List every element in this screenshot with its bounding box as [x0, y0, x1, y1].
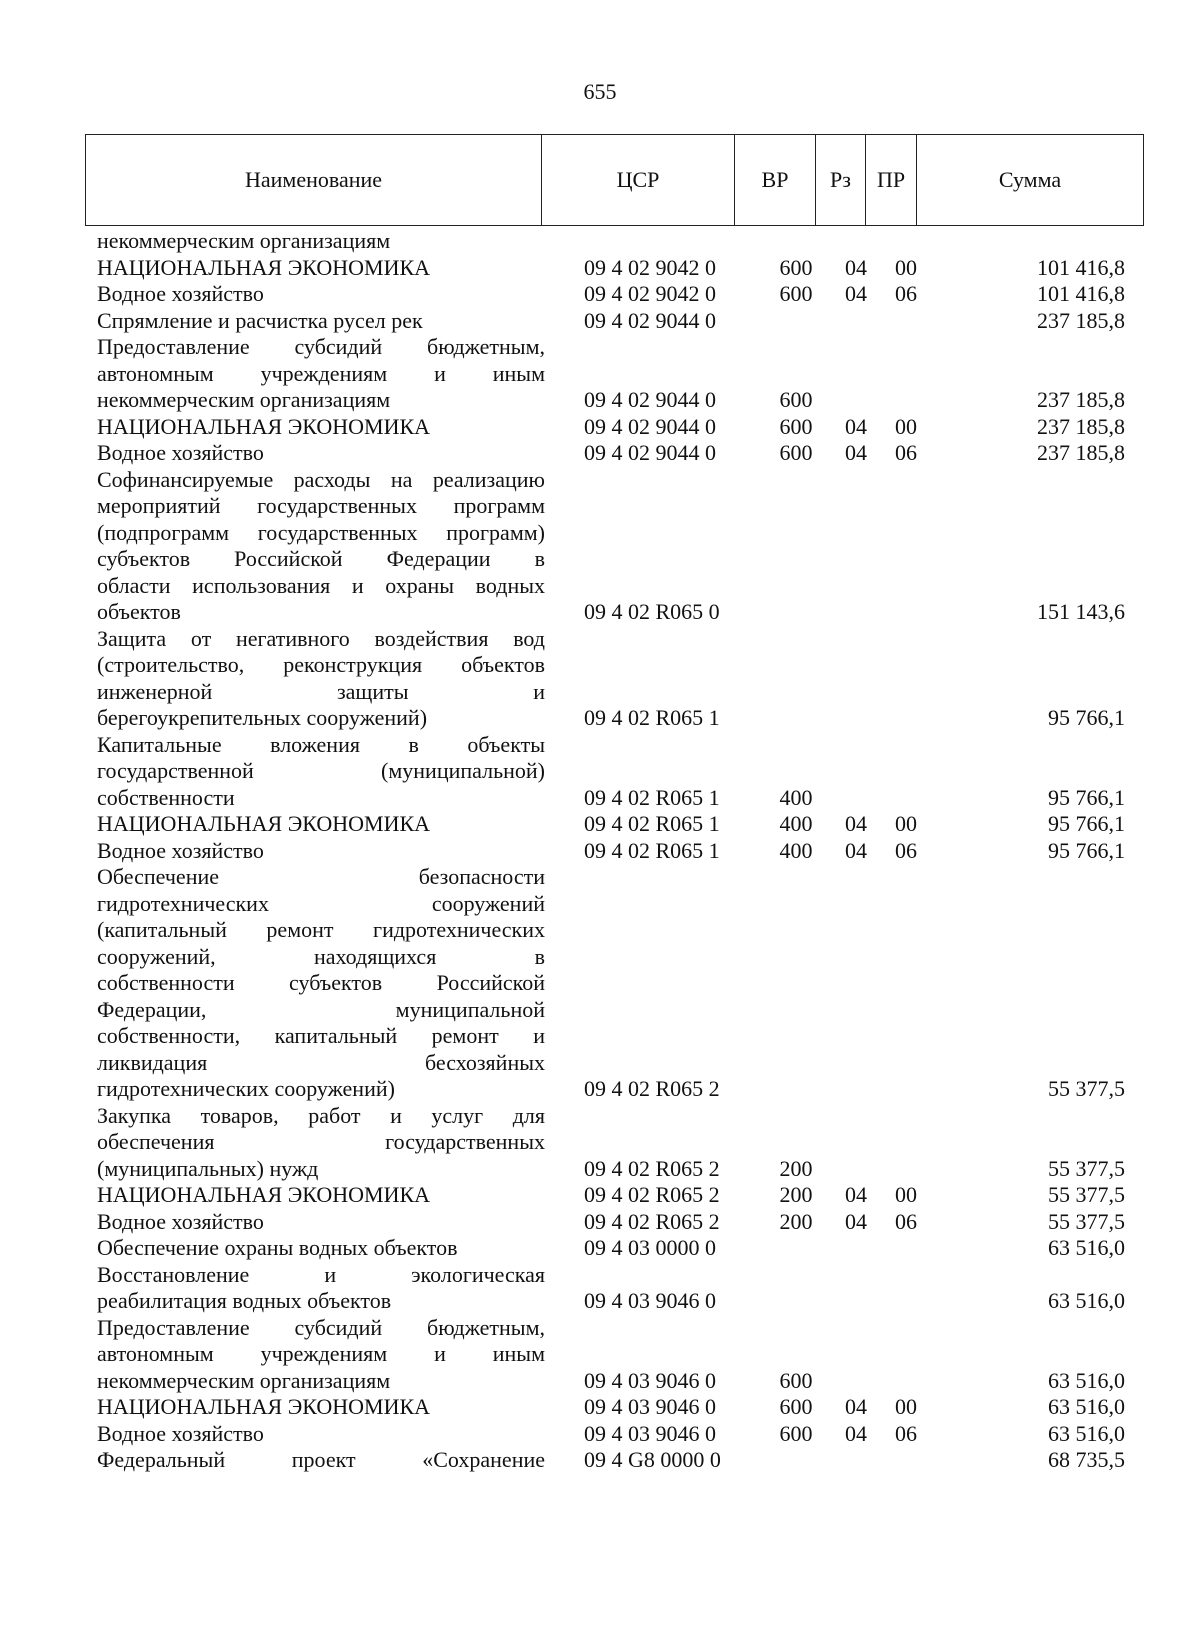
row-rz: 04: [845, 1182, 867, 1207]
table-row: [0, 308, 1200, 335]
row-pr: [886, 308, 926, 335]
table-row: [0, 626, 1200, 732]
row-name-line: Водное хозяйство: [97, 440, 264, 465]
table-row: [0, 440, 1200, 467]
row-vr: 400: [779, 784, 813, 810]
row-name: [97, 440, 545, 467]
row-rz: [836, 705, 876, 732]
row-pr: [886, 1235, 926, 1262]
row-csr: 09 4 02 9044 0: [584, 387, 716, 412]
row-rz: 04: [845, 254, 867, 280]
row-pr: 00: [895, 1394, 917, 1419]
row-rz: [836, 228, 876, 255]
table-row: [0, 1182, 1200, 1209]
row-sum: 95 766,1: [1048, 811, 1125, 836]
row-name-line: Предоставление субсидий бюджетным,: [97, 1314, 545, 1340]
row-name-line: Защита от негативного воздействия вод: [97, 625, 545, 651]
row-name-line: собственности субъектов Российской: [97, 970, 545, 995]
row-name-line: автономным учреждениям и иным: [97, 360, 545, 386]
row-rz: [836, 1447, 876, 1474]
row-vr: 600: [779, 1420, 813, 1446]
row-sum: 55 377,5: [1048, 1155, 1125, 1181]
row-name-line: берегоукрепительных сооружений): [97, 705, 428, 730]
row-rz: 04: [845, 1208, 867, 1234]
row-pr: 06: [895, 1420, 917, 1446]
row-name: [97, 811, 545, 838]
row-name-line: НАЦИОНАЛЬНАЯ ЭКОНОМИКА: [97, 1182, 431, 1207]
row-name: [97, 1447, 545, 1474]
row-name-line: НАЦИОНАЛЬНАЯ ЭКОНОМИКА: [97, 811, 431, 836]
row-vr: [771, 1076, 821, 1103]
row-sum: 63 516,0: [1048, 1420, 1125, 1446]
row-vr: 200: [779, 1208, 813, 1234]
row-name-line: Восстановление и экологическая: [97, 1261, 545, 1287]
row-rz: [836, 599, 876, 626]
table-row: [0, 1262, 1200, 1315]
row-vr: [771, 308, 821, 335]
row-sum: 95 766,1: [1048, 784, 1125, 810]
row-name-line: Водное хозяйство: [97, 281, 264, 306]
row-name-line: Софинансируемые расходы на реализацию: [97, 466, 545, 492]
table-row: [0, 1447, 1200, 1474]
row-vr: 400: [779, 811, 813, 836]
page-number: 655: [583, 79, 617, 104]
row-rz: [836, 1235, 876, 1262]
row-name: [97, 255, 545, 282]
row-name-line: обеспечения государственных: [97, 1129, 545, 1154]
row-sum: 95 766,1: [1048, 837, 1125, 863]
header-name: Наименование: [86, 135, 542, 226]
row-rz: 04: [845, 811, 867, 836]
row-vr: 400: [779, 837, 813, 863]
row-name-line: Обеспечение безопасности: [97, 864, 545, 889]
row-name-line: (муниципальных) нужд: [97, 1155, 319, 1181]
row-pr: [886, 599, 926, 626]
table-row: [0, 1421, 1200, 1448]
table-row: [0, 255, 1200, 282]
row-csr: 09 4 02 R065 1: [584, 837, 720, 863]
row-name-line: Водное хозяйство: [97, 1208, 264, 1234]
row-csr: 09 4 02 R065 2: [584, 1076, 720, 1101]
row-rz: 04: [845, 1420, 867, 1446]
row-vr: 600: [779, 281, 813, 306]
table-row: [0, 732, 1200, 812]
table-row: [0, 334, 1200, 414]
row-sum: 63 516,0: [1048, 1288, 1125, 1313]
row-sum: 63 516,0: [1048, 1394, 1125, 1419]
table-row: [0, 228, 1200, 255]
row-sum: 55 377,5: [1048, 1208, 1125, 1234]
row-sum: 151 143,6: [1037, 599, 1125, 624]
row-csr: 09 4 02 R065 1: [584, 705, 720, 730]
row-name-line: (капитальный ремонт гидротехнических: [97, 917, 545, 942]
table-row: [0, 1209, 1200, 1236]
row-csr: 09 4 02 R065 1: [584, 811, 720, 836]
row-name: [97, 228, 545, 255]
row-rz: [836, 785, 876, 812]
row-csr: 09 4 03 9046 0: [584, 1394, 716, 1419]
row-vr: [771, 1447, 821, 1474]
row-name-line: гидротехнических сооружений: [97, 890, 545, 916]
row-name: [97, 1421, 545, 1448]
row-sum: 63 516,0: [1048, 1235, 1125, 1260]
row-pr: [886, 1368, 926, 1395]
row-rz: [836, 1076, 876, 1103]
table-row: [0, 1235, 1200, 1262]
row-pr: 06: [895, 281, 917, 306]
table-row: [0, 1394, 1200, 1421]
row-name-line: государственной (муниципальной): [97, 758, 545, 783]
table-body: [0, 228, 1200, 1474]
row-rz: 04: [845, 1394, 867, 1419]
row-rz: [836, 1288, 876, 1315]
row-pr: [886, 1447, 926, 1474]
row-rz: [836, 308, 876, 335]
row-name-line: инженерной защиты и: [97, 678, 545, 704]
row-csr: 09 4 02 9042 0: [584, 281, 716, 306]
row-pr: [886, 1156, 926, 1183]
row-name: [97, 414, 545, 441]
row-name: [97, 1209, 545, 1236]
row-sum: 101 416,8: [1037, 281, 1125, 306]
row-rz: 04: [845, 281, 867, 306]
row-name: [97, 308, 545, 335]
row-pr: [886, 1076, 926, 1103]
row-sum: 237 185,8: [1037, 413, 1125, 439]
row-name-line: объектов: [97, 599, 181, 624]
row-name-line: некоммерческим организациям: [97, 387, 391, 412]
row-vr: 200: [779, 1182, 813, 1207]
row-name-line: собственности: [97, 784, 235, 810]
row-pr: [886, 228, 926, 255]
row-rz: 04: [845, 440, 867, 465]
row-sum: 101 416,8: [1037, 254, 1125, 280]
row-pr: 00: [895, 1182, 917, 1207]
row-vr: 600: [779, 1367, 813, 1393]
row-sum: [960, 228, 1125, 255]
row-csr: 09 4 02 R065 2: [584, 1208, 720, 1234]
row-csr: 09 4 03 9046 0: [584, 1288, 716, 1313]
table-row: [0, 864, 1200, 1103]
row-pr: [886, 785, 926, 812]
row-name: [97, 467, 545, 626]
table-header: [85, 134, 1144, 226]
row-name-line: некоммерческим организациям: [97, 1367, 391, 1393]
row-name-line: Водное хозяйство: [97, 837, 264, 863]
row-name: [97, 1315, 545, 1395]
row-pr: [886, 1288, 926, 1315]
row-csr: 09 4 03 9046 0: [584, 1420, 716, 1446]
row-name-line: Капитальные вложения в объекты: [97, 731, 545, 757]
row-vr: [771, 228, 821, 255]
row-name: [97, 1394, 545, 1421]
row-rz: [836, 1156, 876, 1183]
row-pr: 00: [895, 811, 917, 836]
table-row: [0, 811, 1200, 838]
row-sum: 237 185,8: [1037, 387, 1125, 412]
row-name: [97, 1262, 545, 1315]
row-name: [97, 334, 545, 414]
row-name-line: (подпрограмм государственных программ): [97, 519, 545, 545]
row-name: [97, 838, 545, 865]
row-name-line: ликвидация бесхозяйных: [97, 1049, 545, 1075]
table-row: [0, 838, 1200, 865]
row-csr: 09 4 02 R065 2: [584, 1155, 720, 1181]
row-name-line: субъектов Российской Федерации в: [97, 546, 545, 571]
row-csr: 09 4 G8 0000 0: [584, 1447, 721, 1472]
row-vr: 600: [779, 254, 813, 280]
row-vr: [771, 1235, 821, 1262]
header-vr: ВР: [735, 135, 816, 226]
table-row: [0, 414, 1200, 441]
row-sum: 68 735,5: [1048, 1447, 1125, 1472]
header-sum: Сумма: [917, 135, 1144, 226]
row-vr: [771, 1288, 821, 1315]
row-name-line: Обеспечение охраны водных объектов: [97, 1235, 458, 1260]
row-name: [97, 1103, 545, 1183]
row-csr: 09 4 02 R065 2: [584, 1182, 720, 1207]
row-name-line: НАЦИОНАЛЬНАЯ ЭКОНОМИКА: [97, 413, 431, 439]
row-name-line: (строительство, реконструкция объектов: [97, 652, 545, 677]
row-name-line: Спрямление и расчистка русел рек: [97, 307, 423, 333]
header-rz: Рз: [816, 135, 866, 226]
row-vr: [771, 705, 821, 732]
row-csr: 09 4 02 R065 1: [584, 784, 720, 810]
table-row: [0, 1315, 1200, 1395]
row-rz: 04: [845, 837, 867, 863]
table-row: [0, 467, 1200, 626]
row-name-line: некоммерческим организациям: [97, 228, 391, 253]
row-pr: 00: [895, 413, 917, 439]
row-name-line: собственности, капитальный ремонт и: [97, 1023, 545, 1048]
row-vr: 600: [779, 387, 813, 412]
row-name-line: Предоставление субсидий бюджетным,: [97, 334, 545, 359]
header-csr: ЦСР: [542, 135, 735, 226]
row-pr: 06: [895, 837, 917, 863]
row-pr: 06: [895, 1208, 917, 1234]
row-name-line: Закупка товаров, работ и услуг для: [97, 1102, 545, 1128]
row-name-line: Федерации, муниципальной: [97, 996, 545, 1022]
row-csr: 09 4 02 9044 0: [584, 440, 716, 465]
row-vr: 600: [779, 413, 813, 439]
row-name-line: Федеральный проект «Сохранение: [97, 1447, 545, 1472]
row-name-line: Водное хозяйство: [97, 1420, 264, 1446]
row-name-line: НАЦИОНАЛЬНАЯ ЭКОНОМИКА: [97, 1394, 431, 1419]
table-row: [0, 1103, 1200, 1183]
row-sum: 237 185,8: [1037, 440, 1125, 465]
table-row: [0, 281, 1200, 308]
header-pr: ПР: [866, 135, 917, 226]
row-csr: 09 4 02 9044 0: [584, 413, 716, 439]
row-pr: 06: [895, 440, 917, 465]
row-name-line: реабилитация водных объектов: [97, 1288, 392, 1313]
row-rz: [836, 1368, 876, 1395]
row-rz: [836, 387, 876, 414]
row-name: [97, 281, 545, 308]
row-csr: 09 4 03 0000 0: [584, 1235, 716, 1260]
row-name: [97, 732, 545, 812]
row-vr: 600: [779, 1394, 813, 1419]
row-name-line: автономным учреждениям и иным: [97, 1341, 545, 1366]
row-name-line: НАЦИОНАЛЬНАЯ ЭКОНОМИКА: [97, 254, 431, 280]
row-csr: 09 4 02 9044 0: [584, 307, 716, 333]
row-csr: 09 4 02 9042 0: [584, 254, 716, 280]
row-sum: 237 185,8: [1037, 307, 1125, 333]
row-name: [97, 1235, 545, 1262]
row-name: [97, 1182, 545, 1209]
row-vr: [771, 599, 821, 626]
row-pr: [886, 387, 926, 414]
row-name-line: гидротехнических сооружений): [97, 1076, 395, 1101]
row-sum: 63 516,0: [1048, 1367, 1125, 1393]
row-name: [97, 626, 545, 732]
row-sum: 55 377,5: [1048, 1076, 1125, 1101]
row-pr: [886, 705, 926, 732]
row-name-line: мероприятий государственных программ: [97, 493, 545, 518]
row-csr: [584, 228, 754, 255]
row-vr: 200: [779, 1155, 813, 1181]
row-vr: 600: [779, 440, 813, 465]
row-name-line: области использования и охраны водных: [97, 572, 545, 598]
row-name-line: сооружений, находящихся в: [97, 943, 545, 969]
row-sum: 55 377,5: [1048, 1182, 1125, 1207]
row-csr: 09 4 02 R065 0: [584, 599, 720, 624]
row-csr: 09 4 03 9046 0: [584, 1367, 716, 1393]
row-rz: 04: [845, 413, 867, 439]
row-sum: 95 766,1: [1048, 705, 1125, 730]
row-pr: 00: [895, 254, 917, 280]
row-name: [97, 864, 545, 1103]
